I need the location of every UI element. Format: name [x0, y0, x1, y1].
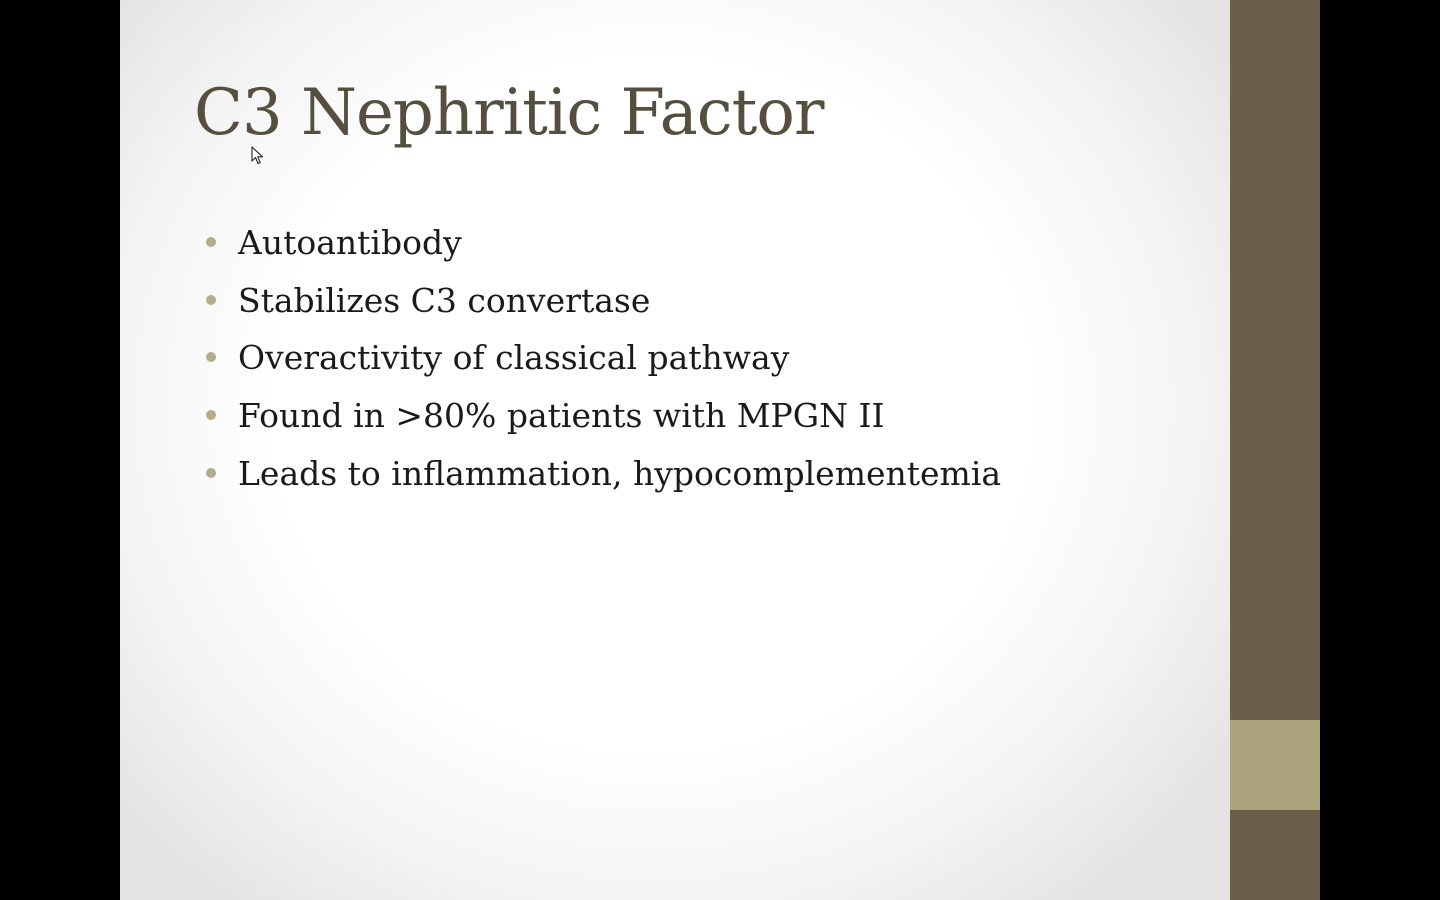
bullet-text: Stabilizes C3 convertase	[238, 280, 651, 320]
bullet-text: Overactivity of classical pathway	[238, 338, 790, 378]
bullet-dot-icon	[206, 410, 216, 420]
bullet-dot-icon	[206, 295, 216, 305]
presentation-slide	[120, 0, 1230, 900]
bullet-text: Found in >80% patients with MPGN II	[238, 396, 885, 436]
bullet-text: Leads to inflammation, hypocomplementemia	[238, 453, 1002, 493]
slide-sidebar-bar	[1230, 0, 1320, 900]
bullet-text: Autoantibody	[238, 223, 462, 262]
bullet-dot-icon	[206, 352, 216, 362]
bullet-dot-icon	[206, 237, 216, 247]
mouse-pointer-icon	[251, 146, 265, 166]
slide-title: C3 Nephritic Factor	[194, 76, 824, 150]
bullet-dot-icon	[206, 468, 216, 478]
sidebar-accent-block	[1230, 720, 1320, 810]
